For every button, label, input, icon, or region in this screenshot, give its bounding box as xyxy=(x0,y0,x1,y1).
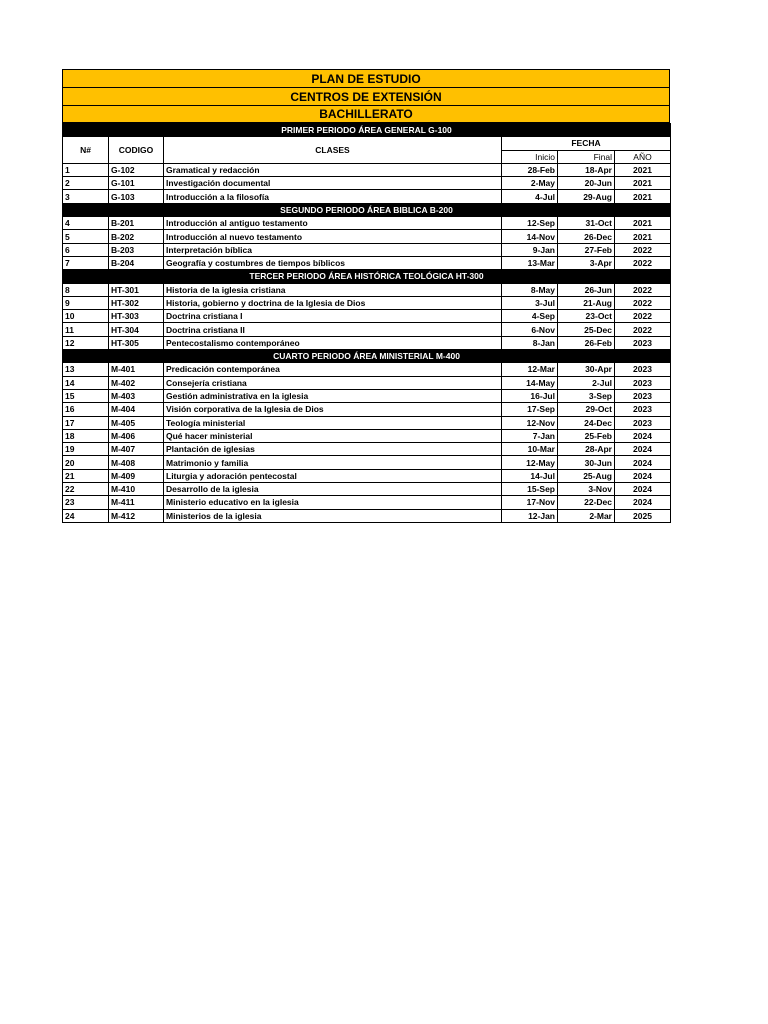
start-date: 14-Nov xyxy=(502,230,558,243)
course-name: Plantación de iglesias xyxy=(164,443,502,456)
course-code: M-407 xyxy=(109,443,164,456)
year: 2021 xyxy=(615,177,671,190)
course-code: HT-304 xyxy=(109,323,164,336)
row-number: 22 xyxy=(63,483,109,496)
start-date: 2-May xyxy=(502,177,558,190)
end-date: 26-Dec xyxy=(558,230,615,243)
course-name: Gestión administrativa en la iglesia xyxy=(164,389,502,402)
row-number: 10 xyxy=(63,310,109,323)
table-row xyxy=(63,389,671,402)
course-code: M-401 xyxy=(109,363,164,376)
end-date: 23-Oct xyxy=(558,310,615,323)
row-number: 8 xyxy=(63,283,109,296)
header-inicio: Inicio xyxy=(502,150,558,163)
end-date: 30-Jun xyxy=(558,456,615,469)
end-date: 30-Apr xyxy=(558,363,615,376)
course-name: Geografía y costumbres de tiempos bíblicos xyxy=(164,256,502,269)
table-row xyxy=(63,230,671,243)
course-code: B-203 xyxy=(109,243,164,256)
start-date: 8-May xyxy=(502,283,558,296)
table-row xyxy=(63,496,671,509)
table-row xyxy=(63,323,671,336)
course-code: M-412 xyxy=(109,509,164,522)
section-title: PRIMER PERIODO ÁREA GENERAL G-100 xyxy=(63,124,671,137)
year: 2023 xyxy=(615,376,671,389)
centers-title: CENTROS DE EXTENSIÓN xyxy=(62,87,670,105)
table-row xyxy=(63,376,671,389)
end-date: 24-Dec xyxy=(558,416,615,429)
course-code: HT-305 xyxy=(109,336,164,349)
section-title: TERCER PERIODO ÁREA HISTÓRICA TEOLÓGICA HT-300 xyxy=(63,270,671,283)
course-code: B-201 xyxy=(109,217,164,230)
year: 2023 xyxy=(615,416,671,429)
course-name: Ministerio educativo en la iglesia xyxy=(164,496,502,509)
table-row xyxy=(63,483,671,496)
start-date: 12-Mar xyxy=(502,363,558,376)
start-date: 7-Jan xyxy=(502,429,558,442)
table-row xyxy=(63,469,671,482)
year: 2022 xyxy=(615,256,671,269)
end-date: 25-Aug xyxy=(558,469,615,482)
row-number: 17 xyxy=(63,416,109,429)
course-code: M-403 xyxy=(109,389,164,402)
year: 2023 xyxy=(615,336,671,349)
study-plan-sheet xyxy=(62,69,670,523)
end-date: 3-Nov xyxy=(558,483,615,496)
course-code: M-410 xyxy=(109,483,164,496)
course-name: Teología ministerial xyxy=(164,416,502,429)
table-row xyxy=(63,296,671,309)
courses-table xyxy=(62,123,671,523)
course-name: Gramatical y redacción xyxy=(164,163,502,176)
start-date: 6-Nov xyxy=(502,323,558,336)
end-date: 2-Jul xyxy=(558,376,615,389)
year: 2025 xyxy=(615,509,671,522)
start-date: 8-Jan xyxy=(502,336,558,349)
row-number: 9 xyxy=(63,296,109,309)
table-row xyxy=(63,403,671,416)
end-date: 20-Jun xyxy=(558,177,615,190)
start-date: 10-Mar xyxy=(502,443,558,456)
course-name: Pentecostalismo contemporáneo xyxy=(164,336,502,349)
row-number: 24 xyxy=(63,509,109,522)
row-number: 21 xyxy=(63,469,109,482)
row-number: 2 xyxy=(63,177,109,190)
table-row xyxy=(63,190,671,203)
section-header xyxy=(63,203,671,216)
start-date: 28-Feb xyxy=(502,163,558,176)
year: 2022 xyxy=(615,283,671,296)
course-code: G-102 xyxy=(109,163,164,176)
year: 2022 xyxy=(615,323,671,336)
course-name: Interpretación bíblica xyxy=(164,243,502,256)
year: 2024 xyxy=(615,443,671,456)
row-number: 23 xyxy=(63,496,109,509)
row-number: 4 xyxy=(63,217,109,230)
course-name: Historia de la iglesia cristiana xyxy=(164,283,502,296)
section-header xyxy=(63,124,671,137)
row-number: 1 xyxy=(63,163,109,176)
course-code: M-408 xyxy=(109,456,164,469)
course-name: Predicación contemporánea xyxy=(164,363,502,376)
course-name: Ministerios de la iglesia xyxy=(164,509,502,522)
table-row xyxy=(63,256,671,269)
year: 2021 xyxy=(615,163,671,176)
section-title: CUARTO PERIODO ÁREA MINISTERIAL M-400 xyxy=(63,350,671,363)
end-date: 3-Sep xyxy=(558,389,615,402)
course-code: B-204 xyxy=(109,256,164,269)
level-title: BACHILLERATO xyxy=(62,105,670,123)
start-date: 12-May xyxy=(502,456,558,469)
end-date: 27-Feb xyxy=(558,243,615,256)
course-code: G-101 xyxy=(109,177,164,190)
course-code: M-406 xyxy=(109,429,164,442)
table-row xyxy=(63,310,671,323)
end-date: 3-Apr xyxy=(558,256,615,269)
table-row xyxy=(63,363,671,376)
end-date: 29-Aug xyxy=(558,190,615,203)
year: 2023 xyxy=(615,403,671,416)
year: 2021 xyxy=(615,230,671,243)
start-date: 9-Jan xyxy=(502,243,558,256)
start-date: 12-Sep xyxy=(502,217,558,230)
table-row xyxy=(63,429,671,442)
row-number: 6 xyxy=(63,243,109,256)
course-name: Historia, gobierno y doctrina de la Iglesia de Dios xyxy=(164,296,502,309)
course-name: Introducción al nuevo testamento xyxy=(164,230,502,243)
end-date: 31-Oct xyxy=(558,217,615,230)
end-date: 18-Apr xyxy=(558,163,615,176)
section-header xyxy=(63,350,671,363)
start-date: 14-Jul xyxy=(502,469,558,482)
year: 2023 xyxy=(615,389,671,402)
year: 2021 xyxy=(615,217,671,230)
row-number: 16 xyxy=(63,403,109,416)
end-date: 28-Apr xyxy=(558,443,615,456)
start-date: 17-Nov xyxy=(502,496,558,509)
course-name: Doctrina cristiana II xyxy=(164,323,502,336)
end-date: 25-Dec xyxy=(558,323,615,336)
course-code: M-409 xyxy=(109,469,164,482)
table-row xyxy=(63,283,671,296)
year: 2024 xyxy=(615,483,671,496)
plan-title: PLAN DE ESTUDIO xyxy=(62,69,670,87)
course-name: Introducción al antiguo testamento xyxy=(164,217,502,230)
course-code: HT-302 xyxy=(109,296,164,309)
row-number: 5 xyxy=(63,230,109,243)
row-number: 3 xyxy=(63,190,109,203)
start-date: 14-May xyxy=(502,376,558,389)
course-name: Visión corporativa de la Iglesia de Dios xyxy=(164,403,502,416)
year: 2022 xyxy=(615,296,671,309)
header-codigo: CODIGO xyxy=(109,137,164,164)
table-row xyxy=(63,243,671,256)
year: 2022 xyxy=(615,310,671,323)
start-date: 13-Mar xyxy=(502,256,558,269)
year: 2022 xyxy=(615,243,671,256)
course-name: Matrimonio y familia xyxy=(164,456,502,469)
section-title: SEGUNDO PERIODO ÁREA BIBLICA B-200 xyxy=(63,203,671,216)
column-header-row xyxy=(63,137,671,150)
course-code: G-103 xyxy=(109,190,164,203)
table-row xyxy=(63,217,671,230)
course-name: Investigación documental xyxy=(164,177,502,190)
end-date: 25-Feb xyxy=(558,429,615,442)
table-row xyxy=(63,177,671,190)
course-code: M-411 xyxy=(109,496,164,509)
end-date: 26-Jun xyxy=(558,283,615,296)
header-anio: AÑO xyxy=(615,150,671,163)
table-row xyxy=(63,336,671,349)
year: 2024 xyxy=(615,496,671,509)
row-number: 11 xyxy=(63,323,109,336)
header-clases: CLASES xyxy=(164,137,502,164)
course-code: B-202 xyxy=(109,230,164,243)
row-number: 7 xyxy=(63,256,109,269)
row-number: 15 xyxy=(63,389,109,402)
course-code: M-404 xyxy=(109,403,164,416)
course-code: M-402 xyxy=(109,376,164,389)
section-header xyxy=(63,270,671,283)
start-date: 4-Jul xyxy=(502,190,558,203)
row-number: 19 xyxy=(63,443,109,456)
year: 2023 xyxy=(615,363,671,376)
start-date: 16-Jul xyxy=(502,389,558,402)
start-date: 17-Sep xyxy=(502,403,558,416)
row-number: 18 xyxy=(63,429,109,442)
header-fecha: FECHA xyxy=(502,137,671,150)
year: 2024 xyxy=(615,469,671,482)
end-date: 2-Mar xyxy=(558,509,615,522)
year: 2024 xyxy=(615,456,671,469)
start-date: 12-Nov xyxy=(502,416,558,429)
table-row xyxy=(63,509,671,522)
row-number: 14 xyxy=(63,376,109,389)
course-code: M-405 xyxy=(109,416,164,429)
end-date: 26-Feb xyxy=(558,336,615,349)
start-date: 3-Jul xyxy=(502,296,558,309)
table-row xyxy=(63,416,671,429)
course-name: Qué hacer ministerial xyxy=(164,429,502,442)
start-date: 12-Jan xyxy=(502,509,558,522)
end-date: 29-Oct xyxy=(558,403,615,416)
year: 2024 xyxy=(615,429,671,442)
table-row xyxy=(63,456,671,469)
end-date: 22-Dec xyxy=(558,496,615,509)
course-name: Liturgia y adoración pentecostal xyxy=(164,469,502,482)
course-code: HT-303 xyxy=(109,310,164,323)
end-date: 21-Aug xyxy=(558,296,615,309)
row-number: 12 xyxy=(63,336,109,349)
header-num: N# xyxy=(63,137,109,164)
table-row xyxy=(63,163,671,176)
course-name: Doctrina cristiana I xyxy=(164,310,502,323)
table-row xyxy=(63,443,671,456)
start-date: 4-Sep xyxy=(502,310,558,323)
course-name: Introducción a la filosofía xyxy=(164,190,502,203)
row-number: 20 xyxy=(63,456,109,469)
course-code: HT-301 xyxy=(109,283,164,296)
course-name: Desarrollo de la iglesia xyxy=(164,483,502,496)
row-number: 13 xyxy=(63,363,109,376)
header-final: Final xyxy=(558,150,615,163)
start-date: 15-Sep xyxy=(502,483,558,496)
year: 2021 xyxy=(615,190,671,203)
course-name: Consejería cristiana xyxy=(164,376,502,389)
